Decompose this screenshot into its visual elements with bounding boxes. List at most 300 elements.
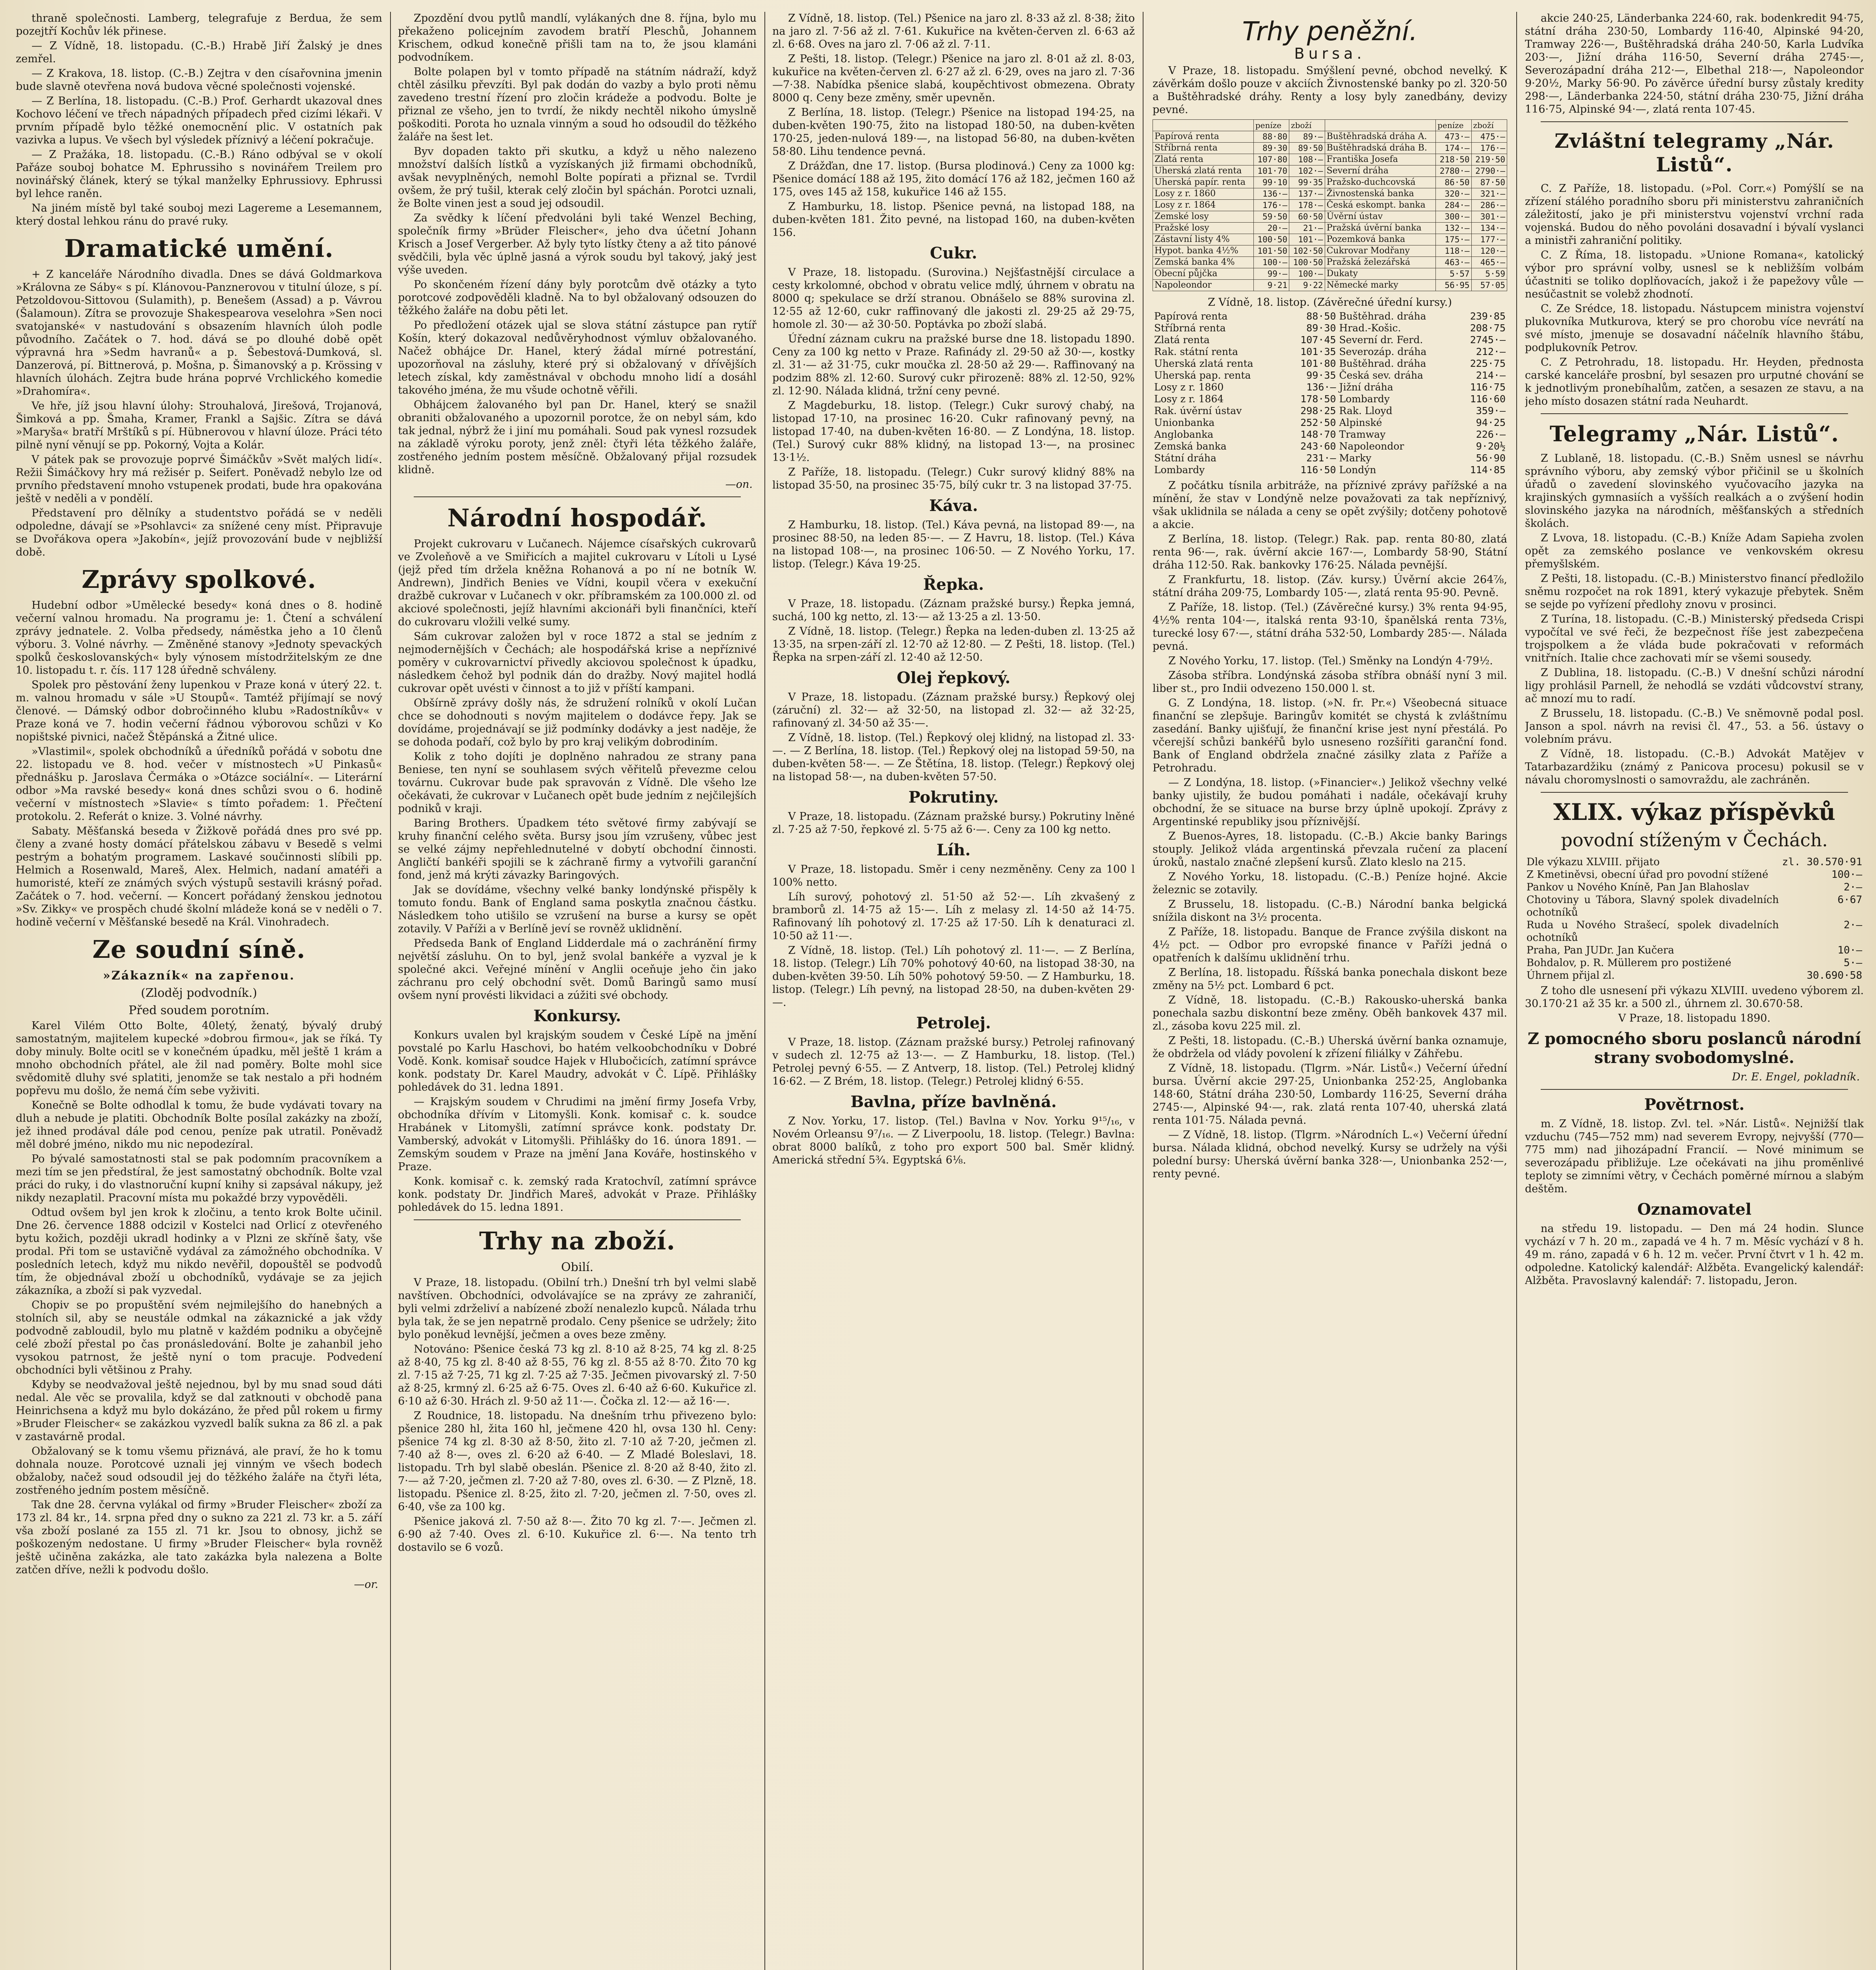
finance-paragraph: Zásoba stříbra. Londýnská zásoba stříbra obnáší nyní 3 mil. liber st., pro Indii odvezeno 150.000 l. st. (1153, 669, 1507, 695)
table-cell: 107·45 (1300, 334, 1336, 346)
table-cell: 2·— (1844, 881, 1862, 893)
section-heading-oilcakes: Pokrutiny. (908, 788, 999, 807)
table-cell: Unionbanka (1154, 417, 1215, 428)
finance-paragraph: G. Z Londýna, 18. listop. (»N. fr. Pr.«) Všeobecná situace finanční se zlepšuje. Baringův komitét se chystá k zvláštnímu zasedání. Banky ujišťují, že finanční krise jest nyní přestálá. Po včerejší schůzi bankéřů bylo usneseno rozšířiti garanční fond. Bank of England obdržela značné zásilky zlata z Paříže a Petrohradu. (1153, 697, 1507, 774)
table-cell: 178·50 (1300, 393, 1336, 405)
table-row (1153, 393, 1507, 405)
table-row (1153, 200, 1507, 211)
section-divider (414, 1219, 741, 1220)
table-cell: 86·50 (1436, 177, 1471, 188)
drama-paragraph: Ve hře, jíž jsou hlavní úlohy: Strouhalová, Jirešová, Trojanová, Šimková a pp. Šmaha, Kramer, Frankl a Sajšic. Zítra se dává »Maryša« bratří Mrštíků s pí. Hübnerovou v hlavní úloze. Práci této pilně nyní věnují se pp. Pokorný, Vojta a Kolár. (16, 400, 382, 451)
table-cell: Papírová renta (1153, 131, 1254, 143)
table-cell: Buštěhradská dráha B. (1325, 143, 1436, 154)
finance-paragraph: Z Vídně, 18. listopadu. (C.-B.) Rakousko-uherská banka ponechala sazbu diskontní beze změny. Oběh bankovek 437 mil. zl., zásoba kovu 225 mil. zl. (1153, 994, 1507, 1032)
court-paragraph: Zpozdění dvou pytlů mandlí, vylákaných dne 8. října, bylo mu překaženo policejním zavodem bratří Pleschů, Johannem Krischem, odkud konečně přišli tam na to, že jsou klamáni podvodníkem. (398, 12, 757, 63)
finance-paragraph: Z Frankfurtu, 18. listop. (Záv. kursy.) Úvěrní akcie 264⅞, státní dráha 209·75, Lombardy 105·—, zlatá renta 95·90. Pevně. (1153, 574, 1507, 599)
table-cell: 94·25 (1476, 417, 1506, 428)
table-cell: 243·60 (1300, 440, 1336, 452)
table-cell: 88·50 (1306, 310, 1336, 322)
table-cell: Napoleondor (1153, 280, 1254, 291)
table-cell: 56·90 (1476, 452, 1506, 464)
court-paragraph: Odtud ovšem byl jen krok k zločinu, a tento krok Bolte učinil. Dne 26. července 1888 odcizil v Kostelci nad Orlicí z otevřeného bytu kožich, později ukradl hodinky a v Plzni ze skříně šaty, vše prodal. Při tom se ustavičně vydával za zámožného obchodníka. V posledních letech, když mu nikdo nevěřil, dopouštěl se podvodů tím, že objednával zboží u obchodníků, vydávaje se za jejich zákazníka, a zboží si pak vyzvedal. (16, 1206, 382, 1297)
table-cell: 101·50 (1253, 245, 1289, 257)
finance-paragraph: Z Berlína, 18. listop. (Telegr.) Rak. pap. renta 80·80, zlatá renta 96·—, rak. úvěrní akcie 167·—, Lombardy 58·90, Státní dráha 112·50. Rak. bankovky 176·25. Nálada pevnější. (1153, 533, 1507, 571)
prague-quotes-body (1153, 131, 1507, 291)
table-row (1525, 969, 1864, 982)
grain-paragraph: Pšenice jaková zl. 7·50 až 8·—. Žito 70 kg zl. 7·—. Ječmen zl. 6·90 až 7·40. Oves zl. 6·10. Kukuřice zl. 6·—. Na tento trh dostavilo se 6 vozů. (398, 1515, 757, 1554)
court-paragraph: Obžalovaný se k tomu všemu přiznává, ale praví, že ho k tomu dohnala nouze. Porotcové uznali jej vinným ve všech bodech obžaloby, načež soud odsoudil jej do těžkého žaláře na čtyři léta, zostřeného jedním postem měsíčně. (16, 1445, 382, 1496)
table-cell: Dukaty (1325, 268, 1436, 280)
drama-paragraph: + Z kanceláře Národního divadla. Dnes se dává Goldmarkova »Královna ze Sáby« s pí. Klánovou-Panznerovou v titulní úloze, s pí. Petzoldovou-Sittovou (Sulamith), p. Benešem (Assad) a p. Vávrou (Šalamoun). Zítra se provozuje Shakespearova veselohra »Sen noci svatojanské« v nastudování s obsazením hlavních úloh podle původního. Začátek o 7. hod. dává se po dlouhé době opět výpravná hra »Sedm havranů« a p. Šebestová-Dumková, sl. Danzerová, pí. Bittnerová, p. Mošna, p. Šimanovský a p. Krössing v hlavních úlohách. Zejtra bude hrána poprvé Vrchlického komedie »Drahomíra«. (16, 268, 382, 398)
table-row (1153, 322, 1507, 334)
grain-paragraph: Z Hamburku, 18. listop. Pšenice pevná, na listopad 188, na duben-květen 181. Žito pevné, na listopad 160, na duben-květen 156. (772, 201, 1135, 239)
table-cell: 301·— (1471, 211, 1507, 223)
section-heading-bankruptcies: Konkursy. (533, 1007, 621, 1025)
weather-paragraph: m. Z Vídně, 18. listop. Zvl. tel. »Nár. Listů«. Nejnižší tlak vzduchu (745—752 mm) nad severem Evropy, nejvyšší (770—775 mm) nad jihozápadní Francií. — Nové minimum se severozápadu přibližuje. Lze očekávati na jihu proměnlivé teploty se zimními větry, v Čechách poměrné mírnou a slabým deštěm. (1525, 1118, 1864, 1195)
grain-subheading: Obilí. (561, 1260, 594, 1274)
court-paragraph: Obhájcem žalovaného byl pan Dr. Hanel, který se snažil obraniti obžalovaného a upozornil porotce, že on nebyl sám, kdo tak jednal, nýbrž že i jiní mu pomáhali. Soud pak vynesl rozsudek na základě výroku poroty, jenž zněl: čtyři léta těžkého žaláře, zostřeného jedním postem měsíčně. Obžalovaný přijal rozsudek klidně. (398, 399, 757, 476)
table-cell: Lombardy (1339, 393, 1390, 405)
table-row (1153, 405, 1507, 417)
spirits-paragraph: Líh surový, pohotový zl. 51·50 až 52·—. Líh zkvašený z bramborů zl. 14·75 až 15·—. Líh z melasy zl. 14·50 až 14·75. Rafinovaný líh pohotový zl. 17·25 až 17·50. Líh k denaturaci zl. 10·50 až 11·—. (772, 891, 1135, 942)
table-cell: Uherská pap. renta (1154, 370, 1251, 381)
clubs-paragraph: Spolek pro pěstování ženy lupenkou v Praze koná v úterý 22. t. m. valnou hromadu v sále »U Stoupů«. Tamtéž přijímají se nový členové. — Dámský odbor dobročinného klubu »Radostníkův« v Praze koná ve 7. hodin večerní řádnou výborovou schůzi v Ko nopištské pivnici, načež Štěpánská a Žitné ulice. (16, 679, 382, 743)
section-divider (1541, 1089, 1848, 1090)
clubs-paragraph: Hudební odbor »Umělecké besedy« koná dnes o 8. hodině večerní valnou hromadu. Na programu je: 1. Čtení a schválení zprávy jednatele. 2. Volba předsedy, náměstka jeho a 10 členů výboru. 3. Volné návrhy. — Změněné stanovy »Jednoty spevackých spolků českoslovanských« byly výnosem místodržitelským ze dne 10. listopadu t. r. čís. 117 128 úředně schváleny. (16, 599, 382, 676)
grain-paragraph: Z Roudnice, 18. listopadu. Na dnešním trhu přivezeno bylo: pšenice 280 hl, žita 160 hl, ječmene 420 hl, ovsa 130 hl. Ceny: pšenice 74 kg zl. 8·30 až 8·50, žito zl. 7·10 až 7·20, ječmen zl. 7·40 až 8·—, oves zl. 6·20 až 6·40. — Z Mladé Boleslavi, 18. listopadu. Trh byl slabě obeslán. Pšenice zl. 8·20 až 8·40, žito zl. 7·— až 7·20, ječmen zl. 7·20 až 7·80, oves zl. 6·30. — Z Plzně, 18. listopadu. Pšenice zl. 8·25, žito zl. 7·20, ječmen zl. 7·50, oves zl. 6·40, vše za 100 kg. (398, 1410, 757, 1513)
section-heading-special-telegrams: Zvláštní telegramy „Nár. Listů“. (1554, 129, 1834, 176)
economy-paragraph: Jak se dovídáme, všechny velké banky londýnské přispěly k tomuto fondu. Bank of England sama poskytla značnou částku. Následkem toho utišilo se vzrušení na burse a kursy se opět zotavily. V Paříži a v Berlíně jeví se rovněž uklidnění. (398, 884, 757, 935)
relief-fund-subtitle: povodní stíženým v Čechách. (1561, 829, 1828, 851)
petroleum-paragraph: V Praze, 18. listop. (Záznam pražské bursy.) Petrolej rafinovaný v sudech zl. 12·75 až 13·—. — Z Hamburku, 18. listop. (Tel.) Petrolej pevný 6·55. — Z Antverp, 18. listop. (Tel.) Petrolej klidný 16·62. — Z Brém, 18. listop. (Telegr.) Petrolej klidný 6·55. (772, 1036, 1135, 1087)
section-heading-drama: Dramatické umění. (64, 234, 334, 263)
table-cell: 212·— (1476, 346, 1506, 357)
table-cell: Losy z r. 1864 (1154, 393, 1224, 405)
court-paragraph: Po bývalé samostatnosti stal se pak podomním pracovníkem a mezi tím se jen předstíral, že jest samostatný obchodník. Bolte vzal práci do ruky, i do vlastnoruční kupní knihy si zapsával nákupy, jež nikdy nezaplatil. Pracovní místa mu pokaždé brzy vypověděli. (16, 1153, 382, 1204)
table-cell: 116·60 (1470, 393, 1506, 405)
table-cell: 2745·— (1470, 334, 1506, 346)
news-paragraph: — Z Krakova, 18. listop. (C.-B.) Zejtra v den císařovnina jmenin bude slavně otevřena nová budova věcné společnosti vojenské. (16, 67, 382, 93)
table-cell: 114·85 (1470, 464, 1506, 476)
table-cell: 100·— (1289, 268, 1325, 280)
drama-paragraph: Představení pro dělníky a studentstvo pořádá se v neděli odpoledne, dávají se »Psohlavci« za snížené ceny míst. Připravuje se Dvořákova opera »Jakobín«, jejíž provozování bude v nejbližší době. (16, 507, 382, 558)
table-row (1153, 177, 1507, 188)
section-heading-telegrams: Telegramy „Nár. Listů“. (1549, 421, 1839, 446)
table-cell: 59·50 (1253, 211, 1289, 223)
table-cell: Marky (1339, 452, 1372, 464)
table-row (1153, 165, 1507, 177)
telegram-paragraph: Z Pešti, 18. listopadu. (C.-B.) Ministerstvo financí předložilo sněmu rozpočet na rok 1891, který vykazuje přebytek. Sněm se sejde po vyřízení předlohy znovu v prosinci. (1525, 572, 1864, 611)
table-cell: 57·05 (1471, 280, 1507, 291)
table-cell: 208·75 (1470, 322, 1506, 334)
table-cell: Pankov u Nového Kníně, Pan Jan Blahoslav (1526, 881, 1750, 893)
table-row (1153, 440, 1507, 452)
finance-paragraph: Z Nového Yorku, 18. listopadu. (C.-B.) Peníze hojné. Akcie železnic se zotavily. (1153, 871, 1507, 896)
finance-paragraph: Z Nového Yorku, 17. listop. (Tel.) Směnky na Londýn 4·79½. (1168, 655, 1493, 667)
table-cell: 214·— (1476, 370, 1506, 381)
table-cell: Jižní dráha (1339, 381, 1393, 393)
table-row (1153, 358, 1507, 370)
court-subheading: »Zákazník« na zapřenou. (103, 969, 295, 983)
telegram-paragraph: Z Turína, 18. listopadu. (C.-B.) Ministerský předseda Crispi vypočítal ve své řeči, že bezpečnost říše jest zabezpečena trojspolkem a že vláda bude pokračovati v reformách vnitřních. Italie chce zachovati mír se všemi sousedy. (1525, 613, 1864, 664)
economy-paragraph: Obšírně zprávy došly nás, že sdružení rolníků v okolí Lučan chce se dohodnouti s novým majitelem o dodávce řepy. Jak se dovídáme, projednávají se již podmínky dodávky a jest naděje, že se dohoda podaří, což bylo by pro kraj velikým dobrodiním. (398, 697, 757, 748)
table-row (1525, 881, 1864, 894)
table-cell: Hypot. banka 4½% (1153, 245, 1254, 257)
table-cell: Rak. státní renta (1154, 346, 1238, 357)
table-cell: 174·— (1436, 143, 1471, 154)
table-cell: 100·— (1831, 869, 1862, 881)
finance-paragraph: Z Pešti, 18. listopadu. (C.-B.) Uherská úvěrní banka oznamuje, že obdržela od vlády povolení k zřízení filiálky v Záhřebu. (1153, 1035, 1507, 1060)
column-3 (772, 12, 1135, 1970)
section-divider (1541, 413, 1848, 414)
table-row (1153, 188, 1507, 200)
telegram-paragraph: C. Ze Srédce, 18. listopadu. Nástupcem ministra vojenství plukovníka Mutkurova, který se pro chorobu více nevrátí na své místo, jmenuje se dosavadní náčelník hlavního štábu, podplukovník Petrov. (1525, 303, 1864, 354)
table-row (1153, 452, 1507, 464)
cotton-paragraph: Z Nov. Yorku, 17. listop. (Tel.) Bavlna v Nov. Yorku 9¹⁵/₁₆, v Novém Orleansu 9⁷/₁₆. — Z Liverpoolu, 18. listop. (Telegr.) Bavlna: obrat 8000 balíků, z toho pro export 500 bal. Směr klidný. Americká střední 5¾. Egyptská 6⅛. (772, 1115, 1135, 1166)
court-paragraph: Karel Vilém Otto Bolte, 40letý, ženatý, bývalý drubý samostatným, majitelem kupecké »dobrou firmou«, jak se říká. Ty doby minuly. Bolte ocitl se v konečném úpadku, měl ještě 1 krám a mnoho obchodních přátel, ale žil nad poměry. Bolte mohl sice svědomitě dluhy své splatiti, jenomže se tak nestalo a při hodném popřevu mu došlo, že nemá čím sebe vyživiti. (16, 1020, 382, 1097)
relief-fund-place: V Praze, 18. listopadu 1890. (1618, 1012, 1771, 1024)
table-cell: 107·80 (1253, 154, 1289, 165)
table-cell: 89·50 (1289, 143, 1325, 154)
table-cell: Losy z r. 1864 (1153, 200, 1254, 211)
table-header: peníze (1253, 120, 1289, 131)
table-cell: Zemská banka 4% (1153, 257, 1254, 268)
table-cell: 226·— (1476, 429, 1506, 440)
table-cell: 2·— (1844, 919, 1862, 931)
table-cell: Zástavní listy 4% (1153, 234, 1254, 245)
clubs-paragraph: »Vlastimil«, spolek obchodníků a úředníků pořádá v sobotu dne 22. listopadu ve 8. hod. večer v místnostech »U Pinkasů« přednášku p. Jaroslava Čermáka o »Otázce sociální«. — Literární odbor »Ma ravské besedy« koná dnes schůzi svou o 6. hodině večerní v místnostech »Slavie« s tímto pořadem: 1. Přečtení protokolu. 2. Referát o knize. 3. Volné návrhy. (16, 745, 382, 823)
column-1 (16, 12, 382, 1970)
table-cell: 99·35 (1289, 177, 1325, 188)
table-cell: 239·85 (1470, 310, 1506, 322)
bankruptcy-paragraph: — Krajským soudem v Chrudimi na jmění firmy Josefa Vrby, obchodníka dřívím v Litomyšli. Konk. komisař c. k. soudce Hrabánek v Litomyšli, zatímní správce konk. podstaty Dr. Vamberský, advokát v Litomyšli. Přihlášky do 16. února 1891. — Zemským soudem v Praze na jmění Jana Kováře, hostinského v Praze. (398, 1096, 757, 1173)
finance-paragraph: akcie 240·25, Länderbanka 224·60, rak. bodenkredit 94·75, státní dráha 230·50, Lombardy 116·40, Alpinské 94·20, Tramway 226·—, Buštěhradská dráha 240·50, Karla Ludvíka 203·—, Jižní dráha 116·50, Severní dráha 2745·—, Severozápadní dráha 212·—, Elbethal 218·—, Napoleondor 9·20½, Marky 56·90. Po závěrce úřední bursy zůstaly kredity 298·—, Länderbanka 224·50, státní dráha 230·75, Jižní dráha 116·75, Alpinské 94·—, zlatá renta 107·45. (1525, 12, 1864, 115)
court-paragraph: Bolte polapen byl v tomto případě na státním nádraží, když chtěl zásilku převzíti. Byl pak dodán do vazby a bylo proti němu zavedeno trestní řízení pro zločin krádeže a podvodu. Bolte je přiznal ze všeho, jen to tvrdí, že nikdy nechtěl nikoho úmyslně poškoditi. Porota ho uznala vinným a soud ho odsoudil do těžkého žaláře na šest let. (398, 66, 757, 143)
table-row (1153, 370, 1507, 381)
table-cell: 102·50 (1289, 245, 1325, 257)
table-header: zboží (1471, 120, 1507, 131)
table-cell: 136·— (1306, 381, 1336, 393)
table-row (1525, 957, 1864, 969)
author-signature: —on. (725, 478, 753, 491)
table-cell: Dle výkazu XLVIII. přijato (1526, 856, 1660, 868)
grain-paragraph: Z Pešti, 18. listop. (Telegr.) Pšenice na jaro zl. 8·01 až zl. 8·03, kukuřice na květen-červen zl. 6·27 až zl. 6·29, oves na jaro zl. 7·36—7·38. Nabídka pšenice slabá, koupěchtivost obmezena. Obraty 8000 q. Ceny beze změny, směr upevněn. (772, 53, 1135, 104)
table-cell: Tramway (1339, 429, 1386, 440)
relief-fund-title: XLIX. výkaz příspěvků (1553, 799, 1835, 825)
news-paragraph: Na jiném místě byl také souboj mezi Lagereme a Lesemannem, který dostal lehkou ránu do pravé ruky. (16, 202, 382, 227)
vienna-quotes-title: Z Vídně, 18. listop. (Závěrečné úřední kursy.) (1208, 296, 1452, 309)
table-cell: 120·— (1471, 245, 1507, 257)
table-cell: 286·— (1471, 200, 1507, 211)
table-cell: 116·75 (1470, 381, 1506, 393)
table-row (1525, 919, 1864, 944)
table-cell: Německé marky (1325, 280, 1436, 291)
finance-paragraph: Z počátku tísnila arbitráže, na příznivé zprávy pařížské a na mínění, že stav v Londýně nelze považovati za tak nepříznivý, však uklidnila se nálada a ceny se opět zvýšily; dotčeny pohotově a akcie. (1153, 479, 1507, 531)
table-cell: Pražsko-duchcovská (1325, 177, 1436, 188)
table-cell: 134·— (1471, 223, 1507, 234)
table-header (1325, 120, 1436, 131)
spirits-paragraph: Z Vídně, 18. listop. (Tel.) Líh pohotový zl. 11·—. — Z Berlína, 18. listop. (Telegr.) Líh 70% pohotový 40·60, na listopad 38·30, na duben-květen 39·50. Líh 50% pohotový 59·50. — Z Hamburku, 18. listop. (Telegr.) Líh pevný, na listopad 28·50, na duben-květen 29·—. (772, 944, 1135, 1009)
grain-paragraph: Z Drážďan, dne 17. listop. (Bursa plodinová.) Ceny za 1000 kg: Pšenice domácí 188 až 195, žito domácí 176 až 182, ječmen 160 až 175, oves 145 až 158, kukuřice 146 až 155. (772, 160, 1135, 198)
table-cell: 473·— (1436, 131, 1471, 143)
telegram-paragraph: Z Lvova, 18. listopadu. (C.-B.) Kníže Adam Sapieha zvolen opět za zemského poslance ve venkovském okresu přemyšlském. (1525, 532, 1864, 570)
table-cell: Stříbrná renta (1154, 322, 1226, 334)
table-cell: Pražské losy (1153, 223, 1254, 234)
table-cell: 87·50 (1471, 177, 1507, 188)
table-cell: Pozemková banka (1325, 234, 1436, 245)
column-divider (1516, 12, 1517, 1970)
table-header-row (1153, 120, 1507, 131)
table-cell: Lombardy (1154, 464, 1205, 476)
table-header: peníze (1436, 120, 1471, 131)
table-cell: 175·— (1436, 234, 1471, 245)
table-cell: Severní dr. Ferd. (1339, 334, 1423, 346)
sugar-paragraph: V Praze, 18. listopadu. (Surovina.) Nejšťastnější circulace a cesty krkolomné, obchod v obratu velice mdlý, úhrnem v obratu na 8000 q; spekulace se drží stranou. Obnášelo se 88% surovina zl. 12·55 až 12·60, cukr raffinovaný dle jakosti zl. 29·25 až 29·75, homole zl. 30·— až 30·50. Poptávka po zboží slabá. (772, 266, 1135, 331)
table-cell: Cukrovar Modřany (1325, 245, 1436, 257)
table-cell: Rak. úvěrní ústav (1154, 405, 1242, 416)
telegram-paragraph: Z Lublaně, 18. listopadu. (C.-B.) Sněm usnesl se návrhu správního výboru, aby zemský výbor přičinil se u školních úřadů o zavedení slovinského vyučovacího jazyka na krajinských gymnasiích a vyšších realkách a o zvýšení hodin slovinského jazyka na národních, měšťanských a středních školách. (1525, 452, 1864, 530)
table-cell: Obecní půjčka (1153, 268, 1254, 280)
section-divider (1541, 792, 1848, 793)
economy-paragraph: Projekt cukrovaru v Lučanech. Nájemce císařských cukrovarů ve Zvoleňově a ve Smiřicích a majitel cukrovaru v Lítoli u Lysé (jejž před tím držela kněžna Rohanová a po ní ne botník W. Andrewn), Jindřich Benies ve Vídni, koupil včera v exekuční dražbě cukrovar v Lučanech v okr. příbramském za 100.000 zl. od akciové společnosti, jejíž hlavními akcionáři byli finančníci, kteří do cukrovaru vložili velké sumy. (398, 538, 757, 628)
finance-paragraph: Z Buenos-Ayres, 18. listopadu. (C.-B.) Akcie banky Barings stouply. Jelikož vláda argentinská převzala ručení za placení úroků, nastalo značné zlepšení kursů. Zlato kleslo na 215. (1153, 830, 1507, 868)
table-cell: 5·59 (1471, 268, 1507, 280)
table-cell: Severozáp. dráha (1339, 346, 1427, 357)
prague-quotes-table (1153, 119, 1507, 291)
table-cell: Losy z r. 1860 (1153, 188, 1254, 200)
section-heading-rapeseed-oil: Olej řepkový. (896, 669, 1011, 687)
finance-paragraph: — Z Londýna, 18. listop. (»Financier«.) Jelikož všechny velké banky ujistily, že budou pomáhati i nadále, očekávají kruhy obchodní, že se situace na burse brzy úplně upokojí. Zprávy z Argentinské republiky jsou příznivější. (1153, 777, 1507, 828)
table-row (1153, 154, 1507, 165)
table-cell: 137·— (1289, 188, 1325, 200)
table-cell: 101·35 (1300, 346, 1336, 357)
clubs-paragraph: Sabaty. Měšťanská beseda v Žižkově pořádá dnes pro své pp. členy a zvané hosty domácí přátelskou zábavu v Besedě s velmi pestrým a bohatým programem. Laskavé součinnosti slíbili pp. Helmich a Rosenwald, Mareš, Alex. Helmich, nadaní amatéři a humoristé, kteří ze známých svých výstupů sestavili krásný pořad. Začátek o 7. hod. večerní. — Koncert pořádaný ženskou jednotou »Sv. Zikky« ve prospěch chudé školní mládeže koná se v neděli o 7. hodině večerní v Měšťanské besedě na Král. Vinohradech. (16, 825, 382, 928)
oil-paragraph: V Praze, 18. listopadu. (Záznam pražské bursy.) Řepkový olej (záruční) zl. 32·— až 32·50, na listopad zl. 32·— až 32·25, rafinovaný zl. 34·50 až 35·—. (772, 691, 1135, 729)
spirits-paragraph: V Praze, 18. listopadu. Směr i ceny nezměněny. Ceny za 100 l 100% netto. (772, 863, 1135, 888)
court-paragraph: Po skončeném řízení dány byly porotcům dvě otázky a tyto porotcové zodpověděli kladně. Na to byl obžalovaný odsouzen do těžkého žaláře na dobu pěti let. (398, 279, 757, 317)
table-cell: 9·20½ (1476, 440, 1506, 452)
court-paragraph: Tak dne 28. června vylákal od firmy »Bruder Fleischer« zboží za 173 zl. 84 kr., 14. srpna před dny o sukno za 221 zl. 73 kr. a 5. září vša zboží poslané za 155 zl. 71 kr. Jsou to obnosy, jichž se poškozeným nedostane. U firmy »Bruder Fleischer« byla rovněž ještě učiněna zakázka, ale tato zakázka byla nalezena a Bolte zatčen dříve, nežli k podvodu došlo. (16, 1499, 382, 1576)
table-cell: 100·50 (1289, 257, 1325, 268)
rapeseed-paragraph: Z Vídně, 18. listop. (Telegr.) Řepka na leden-duben zl. 13·25 až 13·35, na srpen-září zl. 12·70 až 12·80. — Z Pešti, 18. listop. (Tel.) Řepka na srpen-září zl. 12·40 až 12·50. (772, 625, 1135, 663)
table-cell: 60·50 (1289, 211, 1325, 223)
table-header (1153, 120, 1254, 131)
section-heading-rapeseed: Řepka. (923, 575, 984, 594)
telegram-paragraph: Z Dublina, 18. listopadu. (C.-B.) V dnešní schůzi národní ligy prohlásil Parnell, že nehodlá se vzdáti vůdcovství strany, ač mnozí mu to radí. (1525, 667, 1864, 705)
table-cell: 2790·— (1471, 165, 1507, 177)
court-subheading-2: (Zloděj podvodník.) (141, 986, 257, 1000)
table-cell: 300·— (1436, 211, 1471, 223)
table-cell: 116·50 (1300, 464, 1336, 476)
section-heading-economy: Národní hospodář. (447, 504, 707, 532)
telegram-paragraph: C. Z Paříže, 18. listopadu. (»Pol. Corr.«) Pomýšlí se na zřízení stálého poradního sboru při ministerstvu zahraničních záležitostí, jako je při ministerstvu vojenství vrchní rada vojenská. Budou do něho povoláni dosavadní i bývalí vyslanci a ministři zahraniční politiky. (1525, 182, 1864, 247)
news-paragraphs (16, 12, 382, 228)
table-cell: Uherská zlatá renta (1154, 358, 1253, 369)
table-cell: Pražská železářská (1325, 257, 1436, 268)
table-cell: 176·— (1253, 200, 1289, 211)
section-heading-spirits: Líh. (936, 841, 971, 859)
section-heading-goods-markets: Trhy na zboží. (479, 1227, 676, 1255)
column-2 (398, 12, 757, 1970)
table-cell: Chotoviny u Tábora, Slavný spolek divadelních ochotníků (1526, 894, 1779, 918)
table-cell: Buštěhrad. dráha (1339, 310, 1426, 322)
table-cell: Zemská banka (1154, 440, 1227, 452)
table-cell: 21·— (1289, 223, 1325, 234)
relief-fund-signature: Dr. E. Engel, pokladník. (1732, 1071, 1860, 1083)
table-cell: Londýn (1339, 464, 1376, 476)
table-cell: 101·80 (1300, 358, 1336, 369)
economy-paragraph: Sám cukrovar založen byl v roce 1872 a stal se jedním z nejmodernějších v Čechách; ale hospodářská krise a nepříznivé poměry v cukrovarnictví přivedly akciovou společnost k úpadku, následkem čehož byl podnik dán do dražby. Nový majitel hodlá cukrovar opět uvésti v činnost a to již v příští kampani. (398, 630, 757, 695)
oil-paragraph: Z Vídně, 18. listop. (Tel.) Řepkový olej klidný, na listopad zl. 33·—. — Z Berlína, 18. listop. (Tel.) Řepkový olej na listopad 59·50, na duben-květen 58·—. — Ze Štětína, 18. listop. (Telegr.) Řepkový olej na listopad 58·—, na duben-květen 57·50. (772, 732, 1135, 783)
table-cell: Z Kmetiněvsi, obecní úřad pro povodní stížené (1526, 869, 1768, 881)
news-paragraph: — Z Vídně, 18. listopadu. (C.-B.) Hrabě Jiří Žalský je dnes zemřel. (16, 40, 382, 65)
table-cell: Praha, Pan JUDr. Jan Kučera (1526, 944, 1674, 956)
news-paragraph: — Z Pražáka, 18. listopadu. (C.-B.) Ráno odbýval se v okolí Pařáze souboj bohatce M. Ephrussiho s novinářem Treilem pro novinářský článek, který se týkal manželky Ephrussiovy. Ephrussi byl lehce raněn. (16, 149, 382, 200)
table-cell: 136·— (1253, 188, 1289, 200)
table-cell: 218·50 (1436, 154, 1471, 165)
table-cell: 100·— (1253, 257, 1289, 268)
table-cell: 88·80 (1253, 131, 1289, 143)
table-cell: 6·67 (1837, 894, 1862, 906)
relief-fund-organization: Z pomocného sboru poslanců národní strany svobodomyslné. (1527, 1030, 1861, 1067)
table-cell: 20·— (1253, 223, 1289, 234)
table-row (1153, 346, 1507, 358)
table-row (1525, 894, 1864, 919)
oilcake-paragraph: V Praze, 18. listopadu. (Záznam pražské bursy.) Pokrutiny lněné zl. 7·25 až 7·50, řepkové zl. 5·75 až 6·—. Ceny za 100 kg netto. (772, 810, 1135, 836)
news-paragraph: — Z Berlína, 18. listopadu. (C.-B.) Prof. Gerhardt ukazoval dnes Kochovo léčení ve třech nápadných případech před cizími lékaři. V prvním případě bylo těžké onemocnění plic. V ostatních pak vazivka a lupus. Ve všech byl výsledek příznivý a léčení pokračuje. (16, 95, 382, 146)
table-cell: 99·10 (1253, 177, 1289, 188)
table-cell: 2780·— (1436, 165, 1471, 177)
table-header: zboží (1289, 120, 1325, 131)
grain-paragraph: Z Berlína, 18. listop. (Telegr.) Pšenice na listopad 194·25, na duben-květen 190·75, žito na listopad 180·50, na duben-květen 170·25, jeden-nulová 189·—, na listopad 56·80, na duben-květen 58·80. Lihu tendence pevná. (772, 106, 1135, 158)
table-cell: Františka Josefa (1325, 154, 1436, 165)
table-cell: Česká eskompt. banka (1325, 200, 1436, 211)
table-cell: 9·21 (1253, 280, 1289, 291)
table-cell: Uherská zlatá renta (1153, 165, 1254, 177)
table-cell: 5·57 (1436, 268, 1471, 280)
section-heading-sugar: Cukr. (930, 244, 977, 262)
bankruptcy-paragraph: Konk. komisař c. k. zemský rada Kratochvíl, zatímní správce konk. podstaty Dr. Jindřich Mareš, advokát v Praze. Přihlášky pohledávek do 15. ledna 1891. (398, 1175, 757, 1214)
table-cell: 89·— (1289, 131, 1325, 143)
sugar-paragraph: Z Paříže, 18. listopadu. (Telegr.) Cukr surový klidný 88% na listopad 35·50, na prosinec 35·75, bílý cukr tr. 3 na listopad 37·75. (772, 466, 1135, 491)
finance-paragraph: Z Paříže, 18. listopadu. Banque de France zvýšila diskont na 4½ pct. — Odbor pro evropské finance v Paříži jedná o opatřeních k dalšímu uklidnění trhu. (1153, 926, 1507, 964)
table-cell: 298·25 (1300, 405, 1336, 416)
announcer-paragraph: na středu 19. listopadu. — Den má 24 hodin. Slunce vychází v 7 h. 20 m., zapadá ve 4 h. 7 m. Měsíc vychází v 8 h. 49 m. ráno, zapadá v 6 h. 12 m. večer. První čtvrt v 1 h. 42 m. odpoledne. Katolický kalendář: Alžběta. Evangelický kalendář: Alžběta. Pravoslavný kalendář: 7. listopadu, Jeron. (1525, 1223, 1864, 1287)
finance-paragraph: Z Berlína, 18. listopadu. Říšská banka ponechala diskont beze změny na 5½ pct. Lombard 6 pct. (1153, 966, 1507, 992)
table-cell: 30.690·58 (1807, 970, 1862, 981)
table-cell: 320·— (1436, 188, 1471, 200)
table-row (1153, 131, 1507, 143)
drama-paragraph: V pátek pak se provozuje poprvé Šimáčkův »Svět malých lidí«. Režii Šimáčkovy hry má režisér p. Seifert. Poněvadž nebylo lze od prvního představení mnoho vstupenek prodati, bude hra opakována ještě v neděli a v pondělí. (16, 453, 382, 505)
economy-paragraph: Baring Brothers. Úpadkem této světové firmy zabývají se kruhy finanční celého světa. Bursy jsou jím vzrušeny, vůbec jest se velké zájmy nepřehlednutelné v dobytí obchodní činnosti. Angličtí bankéři spojili se k záchraně firmy a vytvořili garanční fond, jenž má krýti závazky Baringových. (398, 817, 757, 881)
section-heading-clubs: Zprávy spolkové. (82, 565, 316, 594)
table-row (1153, 223, 1507, 234)
section-heading-announcer: Oznamovatel (1637, 1200, 1751, 1219)
table-cell: 475·— (1471, 131, 1507, 143)
table-row (1153, 211, 1507, 223)
column-4 (1153, 12, 1507, 1970)
table-cell: zl. 30.570·91 (1782, 856, 1862, 868)
bankruptcy-paragraph: Konkurs uvalen byl krajským soudem v České Lípě na jmění povstalé po Karlu Haschovi, bo hatém velkoobchodníku v Dobré Vodě. Konk. komisař soudce Hajek v Hlubočicích, zatímní správce konk. podstaty Dr. Karel Maudry, advokát v Č. Lípě. Přihlášky pohledávek do 31. ledna 1891. (398, 1029, 757, 1093)
rapeseed-paragraph: V Praze, 18. listopadu. (Záznam pražské bursy.) Řepka jemná, suchá, 100 kg netto, zl. 13·— až 13·25 a zl. 13·50. (772, 598, 1135, 623)
news-paragraph: thraně společnosti. Lamberg, telegrafuje z Berdua, že sem pozejtří Kochův lék přinese. (16, 12, 382, 37)
column-divider (764, 12, 765, 1970)
table-row (1153, 143, 1507, 154)
table-cell: 176·— (1471, 143, 1507, 154)
table-cell: Bohdalov, p. R. Müllerem pro postižené (1526, 957, 1731, 969)
table-cell: 101·70 (1253, 165, 1289, 177)
table-cell: Rak. Lloyd (1339, 405, 1393, 416)
sugar-paragraph: Z Magdeburku, 18. listop. (Telegr.) Cukr surový chabý, na listopad 17·10, na prosinec 16·20. Cukr rafinovaný pevný, na listopad 17·40, na duben-květen 16·80. — Z Londýna, 18. listop. (Tel.) Surový cukr 88% klidný, na listopad 13·—, na prosinec 13·1½. (772, 400, 1135, 464)
table-cell: 89·30 (1306, 322, 1336, 334)
court-subheading-3: Před soudem porotním. (128, 1004, 270, 1017)
table-cell: Napoleondor (1339, 440, 1404, 452)
table-cell: Stříbrná renta (1153, 143, 1254, 154)
court-paragraph: Chopiv se po propuštění svém nejmilejšího do hanebných a stolních sil, aby se neustále odmkal na zákaznické a jak vždy podvodně zabloudil, bylo mu platně v každém podniku a obyčejně celé zboží přestal po čas pronásledování. Bolte je zahanbil jeho vysokou patrnost, že ještě nyní o tom pracuje. Podvedení obchodníci byli většinou z Prahy. (16, 1299, 382, 1376)
column-divider (390, 12, 391, 1970)
table-cell: Ruda u Nového Strašecí, spolek divadelních ochotníků (1526, 919, 1779, 944)
sugar-paragraph: Úřední záznam cukru na pražské burse dne 18. listopadu 1890. Ceny za 100 kg netto v Praze. Rafinády zl. 29·50 až 30·—, kostky zl. 31·— až 31·75, cukr moučka zl. 28·50 až 29·—. Raffinovaný na podzim 88% zl. 12·60. Surový cukr přirozeně: 88% zl. 12·50, 92% zl. 12·90. Nálada klidná, tržní ceny pevné. (772, 333, 1135, 397)
table-cell: 108·— (1289, 154, 1325, 165)
table-cell: Buštěhradská dráha A. (1325, 131, 1436, 143)
court-paragraph: Konečně se Bolte odhodlal k tomu, že bude vydávati tovary na dluh a nebude je platiti. Obchodník Bolte posílal zakázky na zboží, jež ihned prodával dále pod cenou, peníze pak utratil. Poněvadž měl dobré jméno, nikdo mu nic nepodezíral. (16, 1099, 382, 1150)
table-cell: Hrad.-Košic. (1339, 322, 1401, 334)
table-cell: 100·50 (1253, 234, 1289, 245)
court-paragraph: Po předložení otázek ujal se slova státní zástupce pan rytíř Košín, který dokazoval nedůvěryhodnost výmluv obžalovaného. Načež obhájce Dr. Hanel, který žádal mírné potrestání, upozorňoval na zásluhy, které prý si obžalovaný v dřívějších letech získal, kdy zaměstnával v obchodu mnoho lidí a dosáhl takového jména, že mu všude ochotně věřili. (398, 319, 757, 396)
table-cell: 99·35 (1306, 370, 1336, 381)
table-cell: 101·— (1289, 234, 1325, 245)
table-row (1153, 268, 1507, 280)
table-row (1153, 310, 1507, 322)
table-cell: 148·70 (1300, 429, 1336, 440)
table-cell: Úvěrní ústav (1325, 211, 1436, 223)
section-heading-cotton: Bavlna, příze bavlněná. (850, 1093, 1057, 1111)
table-cell: 463·— (1436, 257, 1471, 268)
finance-paragraphs (1153, 479, 1507, 1180)
table-cell: 321·— (1471, 188, 1507, 200)
table-cell: 284·— (1436, 200, 1471, 211)
table-cell: 225·75 (1470, 358, 1506, 369)
table-cell: Uherská papír. renta (1153, 177, 1254, 188)
vienna-quotes-table (1153, 310, 1507, 476)
table-row (1153, 417, 1507, 429)
table-cell: Alpinské (1339, 417, 1382, 428)
table-cell: Zlatá renta (1154, 334, 1210, 346)
relief-fund-table (1525, 856, 1864, 982)
finance-paragraph: — Z Vídně, 18. listop. (Tlgrm. »Národních L.«) Večerní úřední bursa. Nálada klidná, obchod nevelký. Kursy se udržely na výši polední bursy: Uherská úvěrní banka 328·—, Unionbanka 252·—, renty pevné. (1153, 1129, 1507, 1180)
table-cell: 118·— (1436, 245, 1471, 257)
court-paragraph: Za svědky k líčení předvoláni byli také Wenzel Beching, společník firmy »Brüder Fleischer«, jeho dva účetní Johann Krisch a Josef Vergerber. Až byly tyto lístky čteny a až tito pánové svědčili, byla věc úplně jasná a výrok soudu byl takový, jaký jest výše uveden. (398, 212, 757, 276)
table-cell: Pražská úvěrní banka (1325, 223, 1436, 234)
table-cell: 56·95 (1436, 280, 1471, 291)
table-cell: Zlatá renta (1153, 154, 1254, 165)
table-row (1153, 280, 1507, 291)
grain-paragraph: V Praze, 18. listopadu. (Obilní trh.) Dnešní trh byl velmi slabě navštíven. Obchodníci, odvolávajíce se na zprávy ze zahraničí, byli velmi zdrželiví a nabízené zboží nenalezlo kupců. Nálada trhu byla tak, že se jen nepatrně prodalo. Ceny pšenice se udržely; žito bylo poněkud levnější, ječmen a oves beze změny. (398, 1277, 757, 1341)
court-paragraph: Byv dopaden takto při skutku, a když u něho nalezeno množství dalších lístků a vyzískaných již firmami obchodníků, avšak nevyplněných, nemohl Bolte popírati a přiznal se. Tvrdil ovšem, že prý tušil, kterak celý zločin byl spáchán. Porotci uznali, že Bolte vinen jest a soud jej odsoudil. (398, 145, 757, 210)
table-row (1153, 334, 1507, 346)
table-cell: 219·50 (1471, 154, 1507, 165)
table-cell: 10·— (1837, 944, 1862, 956)
finance-paragraph: Z Brusselu, 18. listopadu. (C.-B.) Národní banka belgická snížila diskont na 3½ procenta. (1153, 898, 1507, 924)
table-row (1525, 868, 1864, 881)
section-heading-petroleum: Petrolej. (916, 1014, 991, 1032)
author-signature: —or. (354, 1578, 378, 1591)
section-divider (414, 496, 741, 497)
table-cell: 9·22 (1289, 280, 1325, 291)
table-cell: Losy z r. 1860 (1154, 381, 1224, 393)
table-cell: Česká sev. dráha (1339, 370, 1423, 381)
vienna-quotes-body (1153, 310, 1507, 476)
